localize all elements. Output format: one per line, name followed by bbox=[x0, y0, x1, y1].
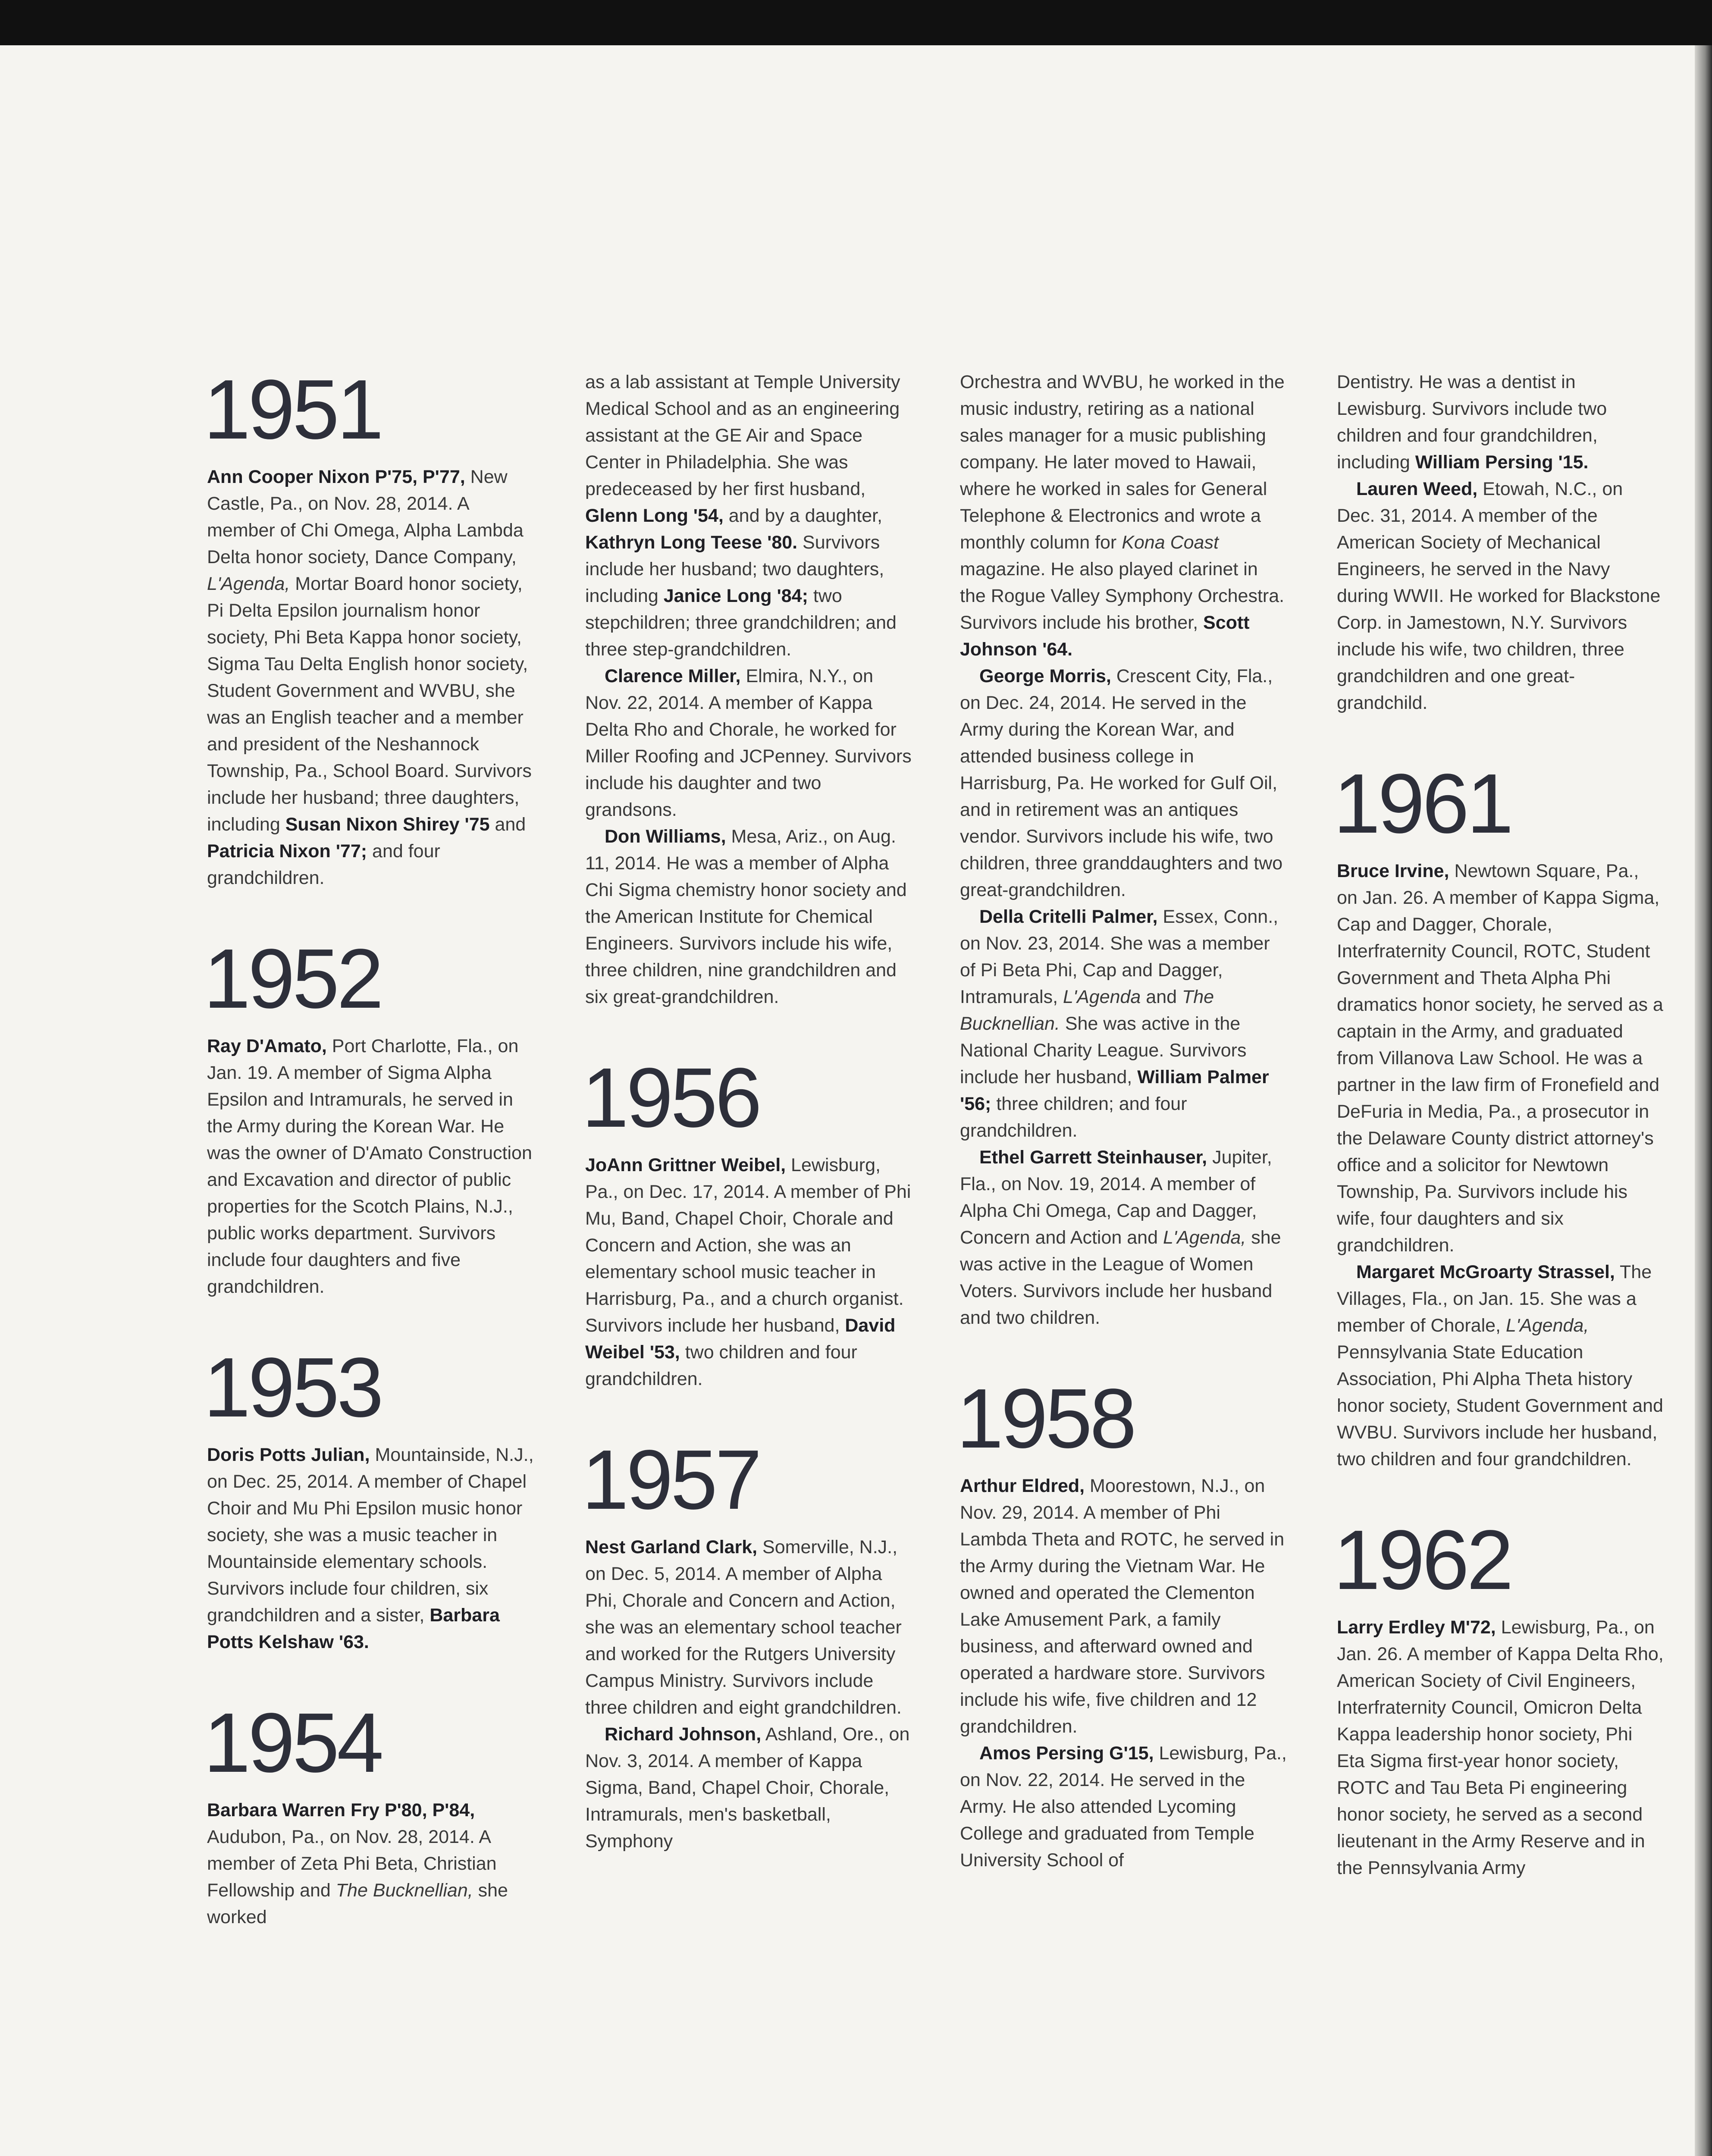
entry-text: three children; and four grandchildren. bbox=[960, 1094, 1187, 1141]
entry-text: two stepchildren; three grandchildren; and three step-grandchildren. bbox=[585, 586, 897, 660]
class-year-heading: 1962 bbox=[1333, 1513, 1511, 1607]
obituary-entry bbox=[207, 1442, 535, 1655]
alumni-name: Ethel Garrett Steinhauser, bbox=[979, 1147, 1207, 1168]
section-gap bbox=[585, 1392, 913, 1439]
entry-text: as a lab assistant at Temple University Medical School and as an engineering assistant at the GE Air and Space Center in Philadelphia. She was predeceased by her first husband, bbox=[585, 372, 900, 499]
entry-text: and by a daughter, bbox=[723, 505, 882, 526]
alumni-name: Clarence Miller, bbox=[605, 666, 741, 686]
entry-text: Survivors include her husband; two daughters, including bbox=[585, 532, 884, 606]
section-gap bbox=[585, 1010, 913, 1057]
obituary-entry bbox=[1337, 858, 1665, 1259]
obituary-entry bbox=[960, 663, 1288, 903]
section-gap bbox=[207, 891, 535, 938]
entry-text: Mountainside, N.J., on Dec. 25, 2014. A member of Chapel Choir and Mu Phi Epsilon music honor society, she was a music teacher in Mountainside elementary schools. Survivors include four children, six grandchildren and a sister, bbox=[207, 1445, 534, 1626]
alumni-name: George Morris, bbox=[979, 666, 1111, 686]
obituary-entry bbox=[585, 1152, 913, 1392]
entry-text: magazine. He also played clarinet in the Rogue Valley Symphony Orchestra. Survivors include his brother, bbox=[960, 559, 1285, 633]
alumni-name: JoAnn Grittner Weibel, bbox=[585, 1155, 786, 1175]
class-year-heading: 1952 bbox=[204, 931, 382, 1026]
class-year-heading: 1954 bbox=[204, 1695, 382, 1790]
obituary-entry bbox=[1337, 1614, 1665, 1881]
alumni-name: Amos Persing G'15, bbox=[979, 1743, 1154, 1764]
class-year-heading: 1957 bbox=[582, 1432, 760, 1527]
alumni-name: Arthur Eldred, bbox=[960, 1476, 1085, 1496]
publication-title: The Bucknellian, bbox=[336, 1880, 473, 1901]
obituary-entry bbox=[960, 369, 1288, 663]
obituary-entry bbox=[207, 464, 535, 891]
alumni-name: Della Critelli Palmer, bbox=[979, 906, 1158, 927]
column-2 bbox=[582, 369, 913, 1855]
entry-text: two children and four grandchildren. bbox=[585, 1342, 857, 1389]
entry-text: Lewisburg, Pa., on Nov. 22, 2014. He served in the Army. He also attended Lycoming College and graduated from Temple University School of bbox=[960, 1743, 1287, 1871]
obituary-entry bbox=[960, 1473, 1288, 1740]
page-spine-shadow bbox=[1695, 45, 1712, 2156]
alumni-name: Larry Erdley M'72, bbox=[1337, 1617, 1496, 1638]
column-1 bbox=[204, 362, 535, 1930]
alumni-name: Glenn Long '54, bbox=[585, 505, 724, 526]
class-year-heading: 1956 bbox=[582, 1050, 760, 1145]
entry-text: Port Charlotte, Fla., on Jan. 19. A member of Sigma Alpha Epsilon and Intramurals, he served in the Army during the Korean War. He was the owner of D'Amato Construction and Excavation and director of public properties for the Scotch Plains, N.J., public works department. Survivors include four daughters and five grandchildren. bbox=[207, 1036, 532, 1297]
alumni-name: William Palmer '56; bbox=[960, 1067, 1269, 1114]
entry-text: she worked bbox=[207, 1880, 508, 1927]
section-gap bbox=[1337, 1473, 1665, 1519]
publication-title: L'Agenda, bbox=[1163, 1227, 1246, 1248]
obituary-entry bbox=[960, 1740, 1288, 1874]
entry-text: Lewisburg, Pa., on Dec. 17, 2014. A member of Phi Mu, Band, Chapel Choir, Chorale and Concern and Action, she was an elementary school music teacher in Harrisburg, Pa., and a church organist. Survivors include her husband, bbox=[585, 1155, 911, 1336]
entry-text: and bbox=[1141, 987, 1182, 1007]
alumni-name: Janice Long '84; bbox=[663, 586, 808, 606]
alumni-name: David Weibel '53, bbox=[585, 1315, 896, 1363]
obituary-entry bbox=[585, 663, 913, 823]
publication-title: Kona Coast bbox=[1122, 532, 1219, 553]
alumni-name: William Persing '15. bbox=[1415, 452, 1589, 473]
alumni-name: Don Williams, bbox=[605, 826, 726, 847]
publication-title: L'Agenda, bbox=[207, 573, 290, 594]
section-gap bbox=[207, 1655, 535, 1702]
entry-text: Crescent City, Fla., on Dec. 24, 2014. He served in the Army during the Korean War, and attended business college in Harrisburg, Pa. He worked for Gulf Oil, and in retirement was an antiques vendor. Survivors include his wife, two children, three granddaughters and two great-grandchildren. bbox=[960, 666, 1283, 900]
class-year-heading: 1958 bbox=[956, 1371, 1135, 1466]
section-gap bbox=[207, 1300, 535, 1347]
alumni-name: Margaret McGroarty Strassel, bbox=[1356, 1262, 1615, 1282]
alumni-name: Richard Johnson, bbox=[605, 1724, 762, 1745]
entry-text: She was active in the National Charity League. Survivors include her husband, bbox=[960, 1013, 1247, 1087]
entry-text: New Castle, Pa., on Nov. 28, 2014. A member of Chi Omega, Alpha Lambda Delta honor society, Dance Company, bbox=[207, 467, 524, 567]
class-year-heading: 1961 bbox=[1333, 756, 1511, 851]
alumni-name: Doris Potts Julian, bbox=[207, 1445, 370, 1465]
alumni-name: Ann Cooper Nixon P'75, P'77, bbox=[207, 467, 465, 487]
entry-text: Essex, Conn., on Nov. 23, 2014. She was a member of Pi Beta Phi, Cap and Dagger, Intramurals, bbox=[960, 906, 1279, 1007]
alumni-name: Barbara Potts Kelshaw '63. bbox=[207, 1605, 500, 1652]
entry-text: Somerville, N.J., on Dec. 5, 2014. A member of Alpha Phi, Chorale and Concern and Action, she was an elementary school teacher and worked for the Rutgers University Campus Ministry. Survivors include three children and eight grandchildren. bbox=[585, 1537, 902, 1718]
alumni-name: Ray D'Amato, bbox=[207, 1036, 327, 1056]
alumni-name: Lauren Weed, bbox=[1356, 479, 1478, 499]
column-4 bbox=[1333, 369, 1665, 1881]
obituary-entry bbox=[585, 823, 913, 1010]
entry-text: she was active in the League of Women Voters. Survivors include her husband and two children. bbox=[960, 1227, 1281, 1328]
entry-text: Ashland, Ore., on Nov. 3, 2014. A member of Kappa Sigma, Band, Chapel Choir, Chorale, Intramurals, men's basketball, Symphony bbox=[585, 1724, 910, 1852]
entry-text: Mesa, Ariz., on Aug. 11, 2014. He was a member of Alpha Chi Sigma chemistry honor society and the American Institute for Chemical Engineers. Survivors include his wife, three children, nine grandchildren and six great-grandchildren. bbox=[585, 826, 907, 1007]
alumni-name: Patricia Nixon '77; bbox=[207, 841, 367, 862]
alumni-name: Scott Johnson '64. bbox=[960, 612, 1250, 660]
entry-text: Mortar Board honor society, Pi Delta Epsilon journalism honor society, Phi Beta Kappa honor society, Sigma Tau Delta English honor society, Student Government and WVBU, she was an English teacher and a member and president of the Neshannock Township, Pa., School Board. Survivors include her husband; three daughters, including bbox=[207, 573, 532, 835]
section-gap bbox=[1337, 716, 1665, 763]
obituary-entry bbox=[960, 903, 1288, 1144]
alumni-name: Bruce Irvine, bbox=[1337, 861, 1449, 881]
entry-text: Pennsylvania State Education Association, Phi Alpha Theta history honor society, Student Government and WVBU. Survivors include her husband, two children and four grandchildren. bbox=[1337, 1342, 1663, 1470]
alumni-name: Susan Nixon Shirey '75 bbox=[285, 814, 490, 835]
publication-title: L'Agenda, bbox=[1505, 1315, 1589, 1336]
column-3 bbox=[956, 369, 1288, 1874]
entry-text: The Villages, Fla., on Jan. 15. She was a member of Chorale, bbox=[1337, 1262, 1652, 1336]
entry-text: and four grandchildren. bbox=[207, 841, 440, 888]
section-gap bbox=[960, 1331, 1288, 1378]
alumni-name: Kathryn Long Teese '80. bbox=[585, 532, 798, 553]
entry-text: Moorestown, N.J., on Nov. 29, 2014. A member of Phi Lambda Theta and ROTC, he served in the Army during the Vietnam War. He owned and operated the Clementon Lake Amusement Park, a family business, and afterward owned and operated a hardware store. Survivors include his wife, five children and 12 grandchildren. bbox=[960, 1476, 1285, 1737]
obituary-entry bbox=[585, 1534, 913, 1721]
obituary-entry bbox=[585, 369, 913, 663]
obituary-entry bbox=[1337, 369, 1665, 476]
alumni-name: Barbara Warren Fry P'80, P'84, bbox=[207, 1800, 475, 1821]
entry-text: Elmira, N.Y., on Nov. 22, 2014. A member of Kappa Delta Rho and Chorale, he worked for Miller Roofing and JCPenney. Survivors include his daughter and two grandsons. bbox=[585, 666, 912, 820]
alumni-name: Nest Garland Clark, bbox=[585, 1537, 758, 1557]
obituary-entry bbox=[960, 1144, 1288, 1331]
obituary-entry bbox=[207, 1797, 535, 1930]
obituary-entry bbox=[207, 1033, 535, 1300]
entry-text: Lewisburg, Pa., on Jan. 26. A member of Kappa Delta Rho, American Society of Civil Engineers, Interfraternity Council, Omicron Delta Kappa leadership honor society, Phi Eta Sigma first-year honor society, ROTC and Tau Beta Pi engineering honor society, he served as a second lieutenant in the Army Reserve and in the Pennsylvania Army bbox=[1337, 1617, 1664, 1878]
entry-text: and bbox=[489, 814, 526, 835]
entry-text: Orchestra and WVBU, he worked in the music industry, retiring as a national sales manager for a music publishing company. He later moved to Hawaii, where he worked in sales for General Telephone & Electronics and wrote a monthly column for bbox=[960, 372, 1285, 553]
obituary-entry bbox=[1337, 1259, 1665, 1473]
obituary-entry bbox=[1337, 476, 1665, 716]
publication-title: L'Agenda bbox=[1063, 987, 1141, 1007]
class-year-heading: 1951 bbox=[204, 362, 382, 457]
obituary-entry bbox=[585, 1721, 913, 1855]
publication-title: The Bucknellian. bbox=[960, 987, 1214, 1034]
entry-text: Newtown Square, Pa., on Jan. 26. A member of Kappa Sigma, Cap and Dagger, Chorale, Interfraternity Council, ROTC, Student Government and Theta Alpha Phi dramatics honor society, he served as a captain in the Army, and graduated from Villanova Law School. He was a partner in the law firm of Fronefield and DeFuria in Media, Pa., a prosecutor in the Delaware County district attorney's office and a solicitor for Newtown Township, Pa. Survivors include his wife, four daughters and six grandchildren. bbox=[1337, 861, 1663, 1256]
entry-text: Jupiter, Fla., on Nov. 19, 2014. A member of Alpha Chi Omega, Cap and Dagger, Concern and Action and bbox=[960, 1147, 1272, 1248]
class-year-heading: 1953 bbox=[204, 1340, 382, 1435]
entry-text: Etowah, N.C., on Dec. 31, 2014. A member of the American Society of Mechanical Engineers, he served in the Navy during WWII. He worked for Blackstone Corp. in Jamestown, N.Y. Survivors include his wife, two children, three grandchildren and one great-grandchild. bbox=[1337, 479, 1661, 713]
entry-text: Audubon, Pa., on Nov. 28, 2014. A member of Zeta Phi Beta, Christian Fellowship and bbox=[207, 1827, 497, 1901]
entry-text: Dentistry. He was a dentist in Lewisburg. Survivors include two children and four grandchildren, including bbox=[1337, 372, 1607, 473]
